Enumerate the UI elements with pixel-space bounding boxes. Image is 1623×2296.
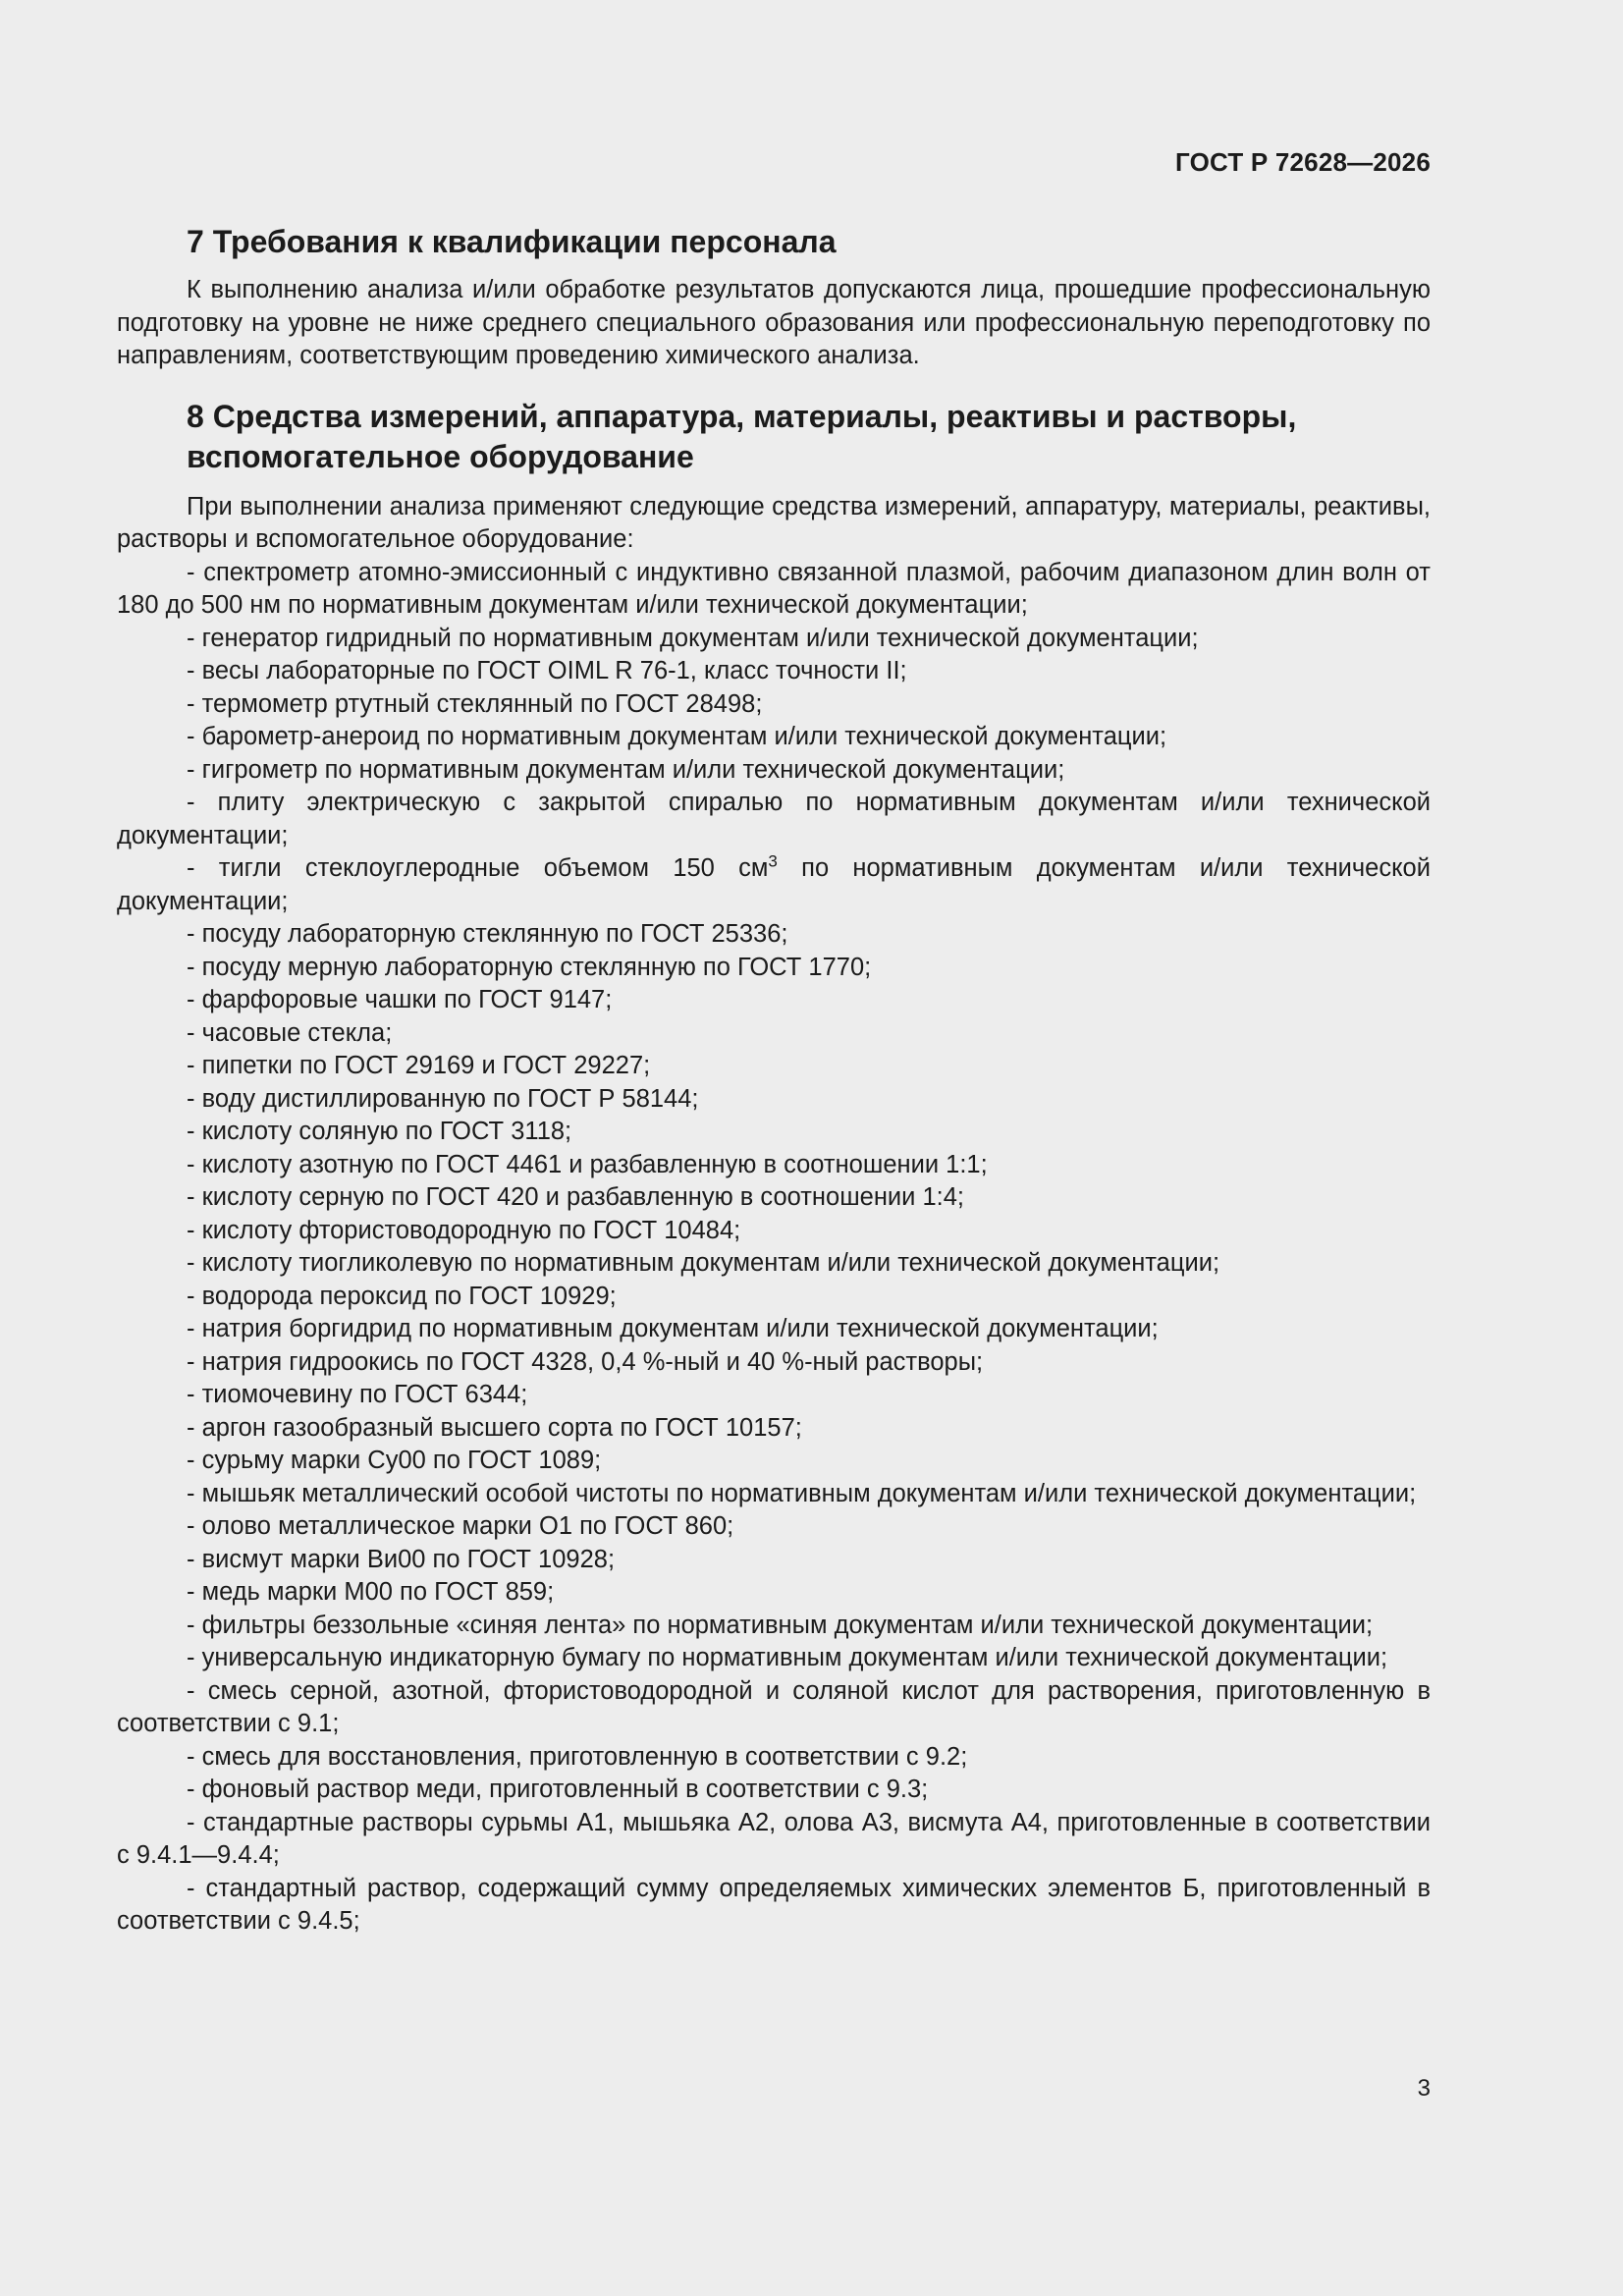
list-item: - натрия боргидрид по нормативным документам и/или технической документации; — [187, 1315, 1159, 1342]
list-item: - посуду мерную лабораторную стеклянную по ГОСТ 1770; — [187, 953, 872, 981]
list-item: - тиомочевину по ГОСТ 6344; — [187, 1381, 528, 1408]
list-item: - фарфоровые чашки по ГОСТ 9147; — [187, 986, 613, 1013]
list-item: - фильтры беззольные «синяя лента» по нормативным документам и/или технической документации; — [187, 1611, 1374, 1639]
list-item: - кислоту фтористоводородную по ГОСТ 10484; — [187, 1216, 741, 1244]
list-item: - кислоту соляную по ГОСТ 3118; — [187, 1118, 572, 1145]
section-8-intro: При выполнении анализа применяют следующие средства измерений, аппаратуру, материалы, реактивы, растворы и вспомогательное оборудование: — [117, 492, 1431, 553]
list-item: - кислоту тиогликолевую по нормативным документам и/или технической документации; — [187, 1249, 1220, 1277]
list-item: - пипетки по ГОСТ 29169 и ГОСТ 29227; — [187, 1052, 651, 1079]
section-7-text: К выполнению анализа и/или обработке результатов допускаются лица, прошедшие профессиональную подготовку на уровне не ниже среднего специального образования или профессиональную переподготовку по направлениям, соответствующим проведению химического анализа. — [117, 276, 1431, 369]
list-item: - генератор гидридный по нормативным документам и/или технической документации; — [187, 624, 1199, 652]
list-item: - олово металлическое марки О1 по ГОСТ 860; — [187, 1512, 734, 1540]
list-item: - сурьму марки Су00 по ГОСТ 1089; — [187, 1447, 602, 1474]
list-item: - смесь серной, азотной, фтористоводородной и соляной кислот для растворения, приготовленную в соответствии с 9.1; — [117, 1676, 1431, 1737]
list-item: - воду дистиллированную по ГОСТ Р 58144; — [187, 1084, 699, 1113]
list-item: - стандартный раствор, содержащий сумму определяемых химических элементов Б, приготовленный в соответствии с 9.4.5; — [117, 1874, 1431, 1935]
page-number: 3 — [1417, 2075, 1431, 2102]
list-item: - водорода пероксид по ГОСТ 10929; — [187, 1282, 617, 1310]
equipment-list — [117, 557, 1431, 1939]
list-item: - барометр-анероид по нормативным документам и/или технической документации; — [187, 723, 1167, 750]
document-code: ГОСТ Р 72628—2026 — [1175, 147, 1431, 177]
list-item: - аргон газообразный высшего сорта по ГОСТ 10157; — [187, 1413, 802, 1442]
list-item: - весы лабораторные по ГОСТ OIML R 76-1, класс точности II; — [187, 657, 907, 684]
section-7-title: 7 Требования к квалификации персонала — [187, 224, 837, 259]
section-8-title: 8 Средства измерений, аппаратура, материалы, реактивы и растворы, вспомогательное оборудование — [187, 398, 1297, 474]
list-item: - гигрометр по нормативным документам и/или технической документации; — [187, 755, 1065, 784]
list-item: - стандартные растворы сурьмы А1, мышьяка А2, олова А3, висмута А4, приготовленные в соответствии с 9.4.1—9.4.4; — [117, 1808, 1431, 1869]
list-item: - посуду лабораторную стеклянную по ГОСТ 25336; — [187, 920, 788, 948]
page-content — [117, 222, 1431, 1939]
list-item: - мышьяк металлический особой чистоты по нормативным документам и/или технической документации; — [187, 1479, 1417, 1507]
list-item: - кислоту серную по ГОСТ 420 и разбавленную в соотношении 1:4; — [187, 1183, 965, 1211]
list-item: - кислоту азотную по ГОСТ 4461 и разбавленную в соотношении 1:1; — [187, 1150, 988, 1178]
list-item: - тигли стеклоуглеродные объемом 150 $см^3$ по нормативным документам и/или технической документации; — [117, 851, 1431, 915]
list-item: - термометр ртутный стеклянный по ГОСТ 28498; — [187, 689, 763, 718]
list-item: - спектрометр атомно-эмиссионный с индуктивно связанной плазмой, рабочим диапазоном длин волн от 180 до 500 нм по нормативным документам и/или технической документации; — [117, 558, 1431, 619]
list-item: - натрия гидроокись по ГОСТ 4328, 0,4 %-ный и 40 %-ный растворы; — [187, 1347, 984, 1376]
list-item: - часовые стекла; — [187, 1018, 393, 1047]
list-item: - фоновый раствор меди, приготовленный в соответствии с 9.3; — [187, 1776, 929, 1803]
list-item: - универсальную индикаторную бумагу по нормативным документам и/или технической документации; — [187, 1644, 1388, 1671]
list-item: - плиту электрическую с закрытой спиралью по нормативным документам и/или технической документации; — [117, 789, 1431, 849]
list-item: - смесь для восстановления, приготовленную в соответствии с 9.2; — [187, 1742, 968, 1771]
list-item: - висмут марки Ви00 по ГОСТ 10928; — [187, 1545, 616, 1573]
list-item: - медь марки М00 по ГОСТ 859; — [187, 1578, 555, 1606]
